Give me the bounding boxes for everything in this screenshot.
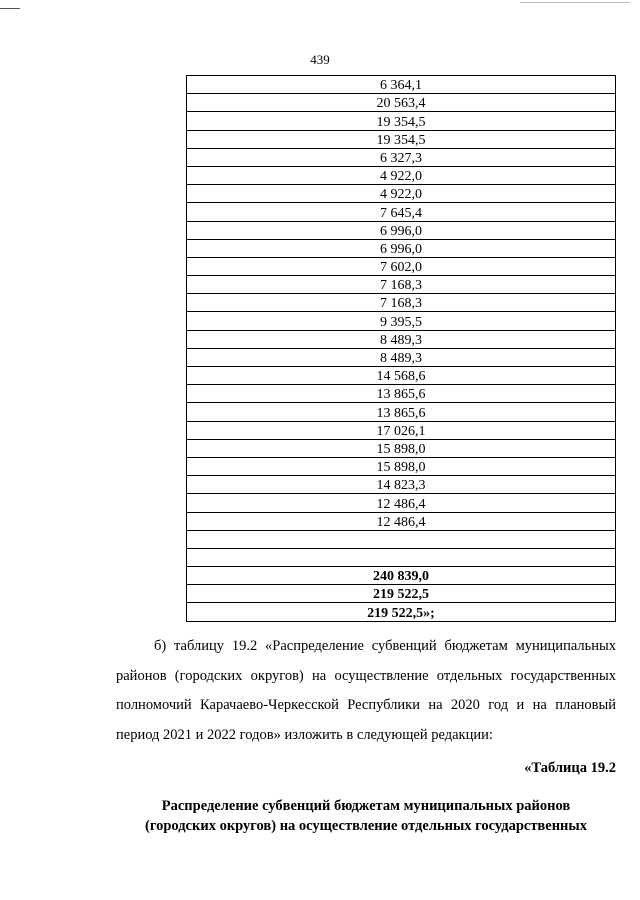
- table-row: [187, 276, 616, 294]
- table-row: [187, 221, 616, 239]
- table-row: [187, 439, 616, 457]
- table-cell-value: 17 026,1: [187, 421, 616, 439]
- table-cell-value: 7 168,3: [187, 294, 616, 312]
- table-cell-value: 6 996,0: [187, 221, 616, 239]
- table-row: [187, 367, 616, 385]
- table-cell-value: 219 522,5»;: [187, 603, 616, 621]
- table-row: [187, 403, 616, 421]
- table-row: [187, 567, 616, 585]
- table-cell-value: 7 645,4: [187, 203, 616, 221]
- table-row: [187, 603, 616, 621]
- table-cell-value: 14 823,3: [187, 476, 616, 494]
- table-row: [187, 312, 616, 330]
- table-row: [187, 457, 616, 475]
- body-paragraph: б) таблицу 19.2 «Распределение субвенций бюджетам муниципальных районов (городских округов) на осуществление отдельных государственных полномочий Карачаево-Черкесской Республики на 2020 год и на плановый период 2021 и 2022 годов» изложить в следующей редакции:: [116, 638, 616, 743]
- table-row: [187, 148, 616, 166]
- table-row: [187, 112, 616, 130]
- table-cell-value: 12 486,4: [187, 494, 616, 512]
- table-row: [187, 548, 616, 566]
- table-row: [187, 239, 616, 257]
- table-row: [187, 421, 616, 439]
- table-row: [187, 130, 616, 148]
- table-row: [187, 166, 616, 184]
- table-caption: «Таблица 19.2: [524, 760, 616, 776]
- table-cell-value: 6 364,1: [187, 76, 616, 94]
- table-row: [187, 185, 616, 203]
- table-cell-value: 8 489,3: [187, 330, 616, 348]
- table-cell-value: 9 395,5: [187, 312, 616, 330]
- table-cell-value: 219 522,5: [187, 585, 616, 603]
- table-row: [187, 330, 616, 348]
- table-cell-value: [187, 530, 616, 548]
- page-number: 439: [310, 52, 330, 67]
- table-cell-value: 7 602,0: [187, 257, 616, 275]
- table-cell-value: 6 996,0: [187, 239, 616, 257]
- table-row: [187, 385, 616, 403]
- table-cell-value: 6 327,3: [187, 148, 616, 166]
- table-row: [187, 476, 616, 494]
- table-cell-value: 20 563,4: [187, 94, 616, 112]
- table-cell-value: 4 922,0: [187, 185, 616, 203]
- top-left-rule: [0, 8, 20, 9]
- table-row: [187, 257, 616, 275]
- section-heading-line-2: (городских округов) на осуществление отдельных государственных: [145, 818, 587, 834]
- table-row: [187, 348, 616, 366]
- table-cell-value: 19 354,5: [187, 112, 616, 130]
- table-row: [187, 494, 616, 512]
- section-heading: [116, 796, 616, 836]
- table-cell-value: 19 354,5: [187, 130, 616, 148]
- table-row: [187, 76, 616, 94]
- table-cell-value: 15 898,0: [187, 439, 616, 457]
- table-cell-value: 240 839,0: [187, 567, 616, 585]
- table-row: [187, 530, 616, 548]
- table-cell-value: 13 865,6: [187, 403, 616, 421]
- table-cell-value: 14 568,6: [187, 367, 616, 385]
- table-cell-value: 4 922,0: [187, 166, 616, 184]
- values-table-body: [187, 76, 616, 622]
- table-row: [187, 512, 616, 530]
- table-cell-value: 8 489,3: [187, 348, 616, 366]
- top-right-rule: [520, 2, 630, 3]
- values-table: [186, 75, 616, 622]
- table-cell-value: 13 865,6: [187, 385, 616, 403]
- table-cell-value: 15 898,0: [187, 457, 616, 475]
- table-cell-value: 12 486,4: [187, 512, 616, 530]
- table-row: [187, 585, 616, 603]
- table-row: [187, 294, 616, 312]
- table-row: [187, 203, 616, 221]
- table-cell-value: [187, 548, 616, 566]
- table-cell-value: 7 168,3: [187, 276, 616, 294]
- section-heading-line-1: Распределение субвенций бюджетам муниципальных районов: [161, 798, 571, 814]
- table-row: [187, 94, 616, 112]
